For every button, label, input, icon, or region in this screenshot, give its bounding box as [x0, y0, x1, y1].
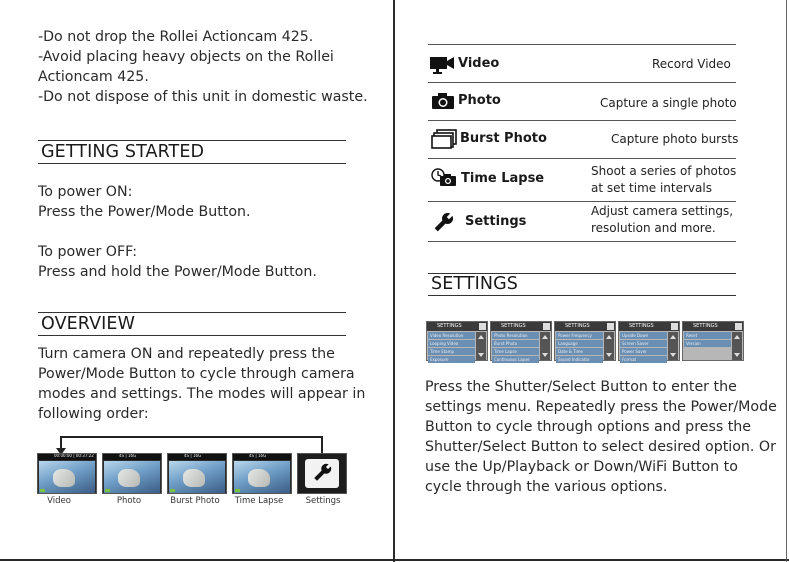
photo-mode-screen: [102, 453, 162, 494]
settings-line-3: Button to cycle through options and press the: [425, 419, 752, 435]
video-mode-screen: [37, 453, 97, 494]
settings-option: Power Frequency: [556, 332, 603, 339]
settings-heading: SETTINGS: [431, 274, 518, 294]
warning-line-2: -Avoid placing heavy objects on the Rollei: [38, 49, 334, 65]
settings-option: Screen Saver: [620, 340, 667, 347]
settings-option: Time Stamp: [428, 348, 475, 355]
settings-screen-2: [490, 321, 552, 361]
rule-getting-started-bottom: [38, 163, 346, 164]
settings-option: Time Lapse: [492, 348, 539, 355]
overview-line-2: Power/Mode Button to cycle through camera: [38, 366, 355, 382]
warning-line-1: -Do not drop the Rollei Actioncam 425.: [38, 29, 314, 45]
rule-overview-bottom: [38, 335, 346, 336]
page-spine: [393, 0, 395, 562]
mode-desc-time-lapse-1: Shoot a series of photos: [591, 164, 737, 178]
page-bottom-edge: [0, 559, 789, 561]
mode-desc-video: Record Video: [652, 57, 731, 71]
settings-option: Format: [620, 356, 667, 363]
scroll-arrows-icon: [732, 332, 742, 360]
mode-desc-settings-2: resolution and more.: [591, 221, 716, 235]
settings-screen-4: [618, 321, 680, 361]
power-off-text: Press and hold the Power/Mode Button.: [38, 264, 317, 280]
scroll-arrows-icon: [604, 332, 614, 360]
rule-getting-started-top: [38, 140, 346, 141]
settings-screen-1: [426, 321, 488, 361]
settings-option: Exposure: [428, 356, 475, 363]
time-lapse-screen-label: Time Lapse: [234, 496, 284, 506]
mode-table-rule-2: [428, 120, 736, 121]
mode-name-settings: Settings: [465, 214, 527, 229]
settings-line-1: Press the Shutter/Select Button to enter the: [425, 379, 737, 395]
mode-name-burst-photo: Burst Photo: [460, 131, 547, 146]
settings-screen-2-title: SETTINGS: [501, 323, 526, 329]
burst-screen-status: 4S | 16G: [184, 453, 202, 458]
settings-screen-3: [554, 321, 616, 361]
mode-name-time-lapse: Time Lapse: [461, 171, 545, 186]
camera-icon: [431, 92, 455, 110]
settings-screen-5-title: SETTINGS: [693, 323, 718, 329]
photo-screen-label: Photo: [116, 496, 142, 506]
settings-line-4: Shutter/Select Button to select desired option. Or: [425, 439, 776, 455]
settings-option: Upside Down: [620, 332, 667, 339]
power-on-label: To power ON:: [38, 184, 133, 200]
mode-desc-burst-photo: Capture photo bursts: [611, 132, 739, 146]
mode-table-rule-0: [428, 44, 736, 45]
settings-screen-4-title: SETTINGS: [629, 323, 654, 329]
getting-started-heading: GETTING STARTED: [41, 142, 205, 162]
photo-screen-status: 4S | 16G: [119, 453, 137, 458]
time-lapse-screen-status: 4S | 16G: [249, 453, 267, 458]
warning-line-4: -Do not dispose of this unit in domestic waste.: [38, 89, 368, 105]
scroll-arrows-icon: [668, 332, 678, 360]
mode-table-rule-1: [428, 82, 736, 83]
overview-heading: OVERVIEW: [41, 314, 135, 334]
settings-option: Video Resolution: [428, 332, 475, 339]
settings-option: Photo Resolution: [492, 332, 539, 339]
wrench-icon: [305, 459, 339, 488]
settings-option: Power Saver: [620, 348, 667, 355]
settings-option: Language: [556, 340, 603, 347]
settings-option: Version: [684, 340, 731, 347]
mode-table-rule-4: [428, 201, 736, 202]
warning-line-3: Actioncam 425.: [38, 69, 149, 85]
settings-option: Burst Photo: [492, 340, 539, 347]
mode-desc-settings-1: Adjust camera settings,: [591, 204, 734, 218]
mode-table-rule-3: [428, 158, 736, 159]
scroll-arrows-icon: [476, 332, 486, 360]
video-screen-label: Video: [47, 496, 71, 506]
video-camera-icon: [429, 55, 455, 75]
settings-mode-screen: [297, 453, 347, 494]
settings-line-6: cycle through the various options.: [425, 479, 668, 495]
wrench-icon: [431, 210, 457, 234]
overview-line-4: following order:: [38, 406, 149, 422]
video-screen-status: 00:00:00 | 00:37:22: [54, 453, 94, 458]
settings-option: Sound Indicator: [556, 356, 603, 363]
settings-option: Looping Video: [428, 340, 475, 347]
settings-screen-label: Settings: [305, 496, 341, 506]
power-off-label: To power OFF:: [38, 244, 137, 260]
settings-screen-1-title: SETTINGS: [437, 323, 462, 329]
mode-desc-photo: Capture a single photo: [600, 96, 737, 110]
time-lapse-mode-screen: [232, 453, 292, 494]
page-right-edge: [786, 0, 787, 562]
rule-settings-bottom: [428, 295, 736, 296]
rule-overview-top: [38, 312, 346, 313]
settings-screen-5: [682, 321, 744, 361]
settings-line-2: settings menu. Repeatedly press the Power/Mode: [425, 399, 777, 415]
burst-photo-mode-screen: [167, 453, 227, 494]
overview-line-1: Turn camera ON and repeatedly press the: [38, 346, 335, 362]
burst-photo-screen-label: Burst Photo: [170, 496, 220, 506]
overview-line-3: modes and settings. The modes will appear in: [38, 386, 366, 402]
settings-line-5: use the Up/Playback or Down/WiFi Button to: [425, 459, 738, 475]
settings-option: Continuous Lapse: [492, 356, 539, 363]
mode-desc-time-lapse-2: at set time intervals: [591, 181, 712, 195]
time-lapse-icon: [430, 167, 458, 187]
settings-option: Reset: [684, 332, 731, 339]
scroll-arrows-icon: [540, 332, 550, 360]
power-on-text: Press the Power/Mode Button.: [38, 204, 251, 220]
settings-screen-3-title: SETTINGS: [565, 323, 590, 329]
mode-name-photo: Photo: [458, 93, 501, 108]
mode-name-video: Video: [458, 56, 500, 71]
settings-option: Date & Time: [556, 348, 603, 355]
burst-photo-icon: [431, 129, 457, 149]
mode-table-rule-5: [428, 241, 736, 242]
